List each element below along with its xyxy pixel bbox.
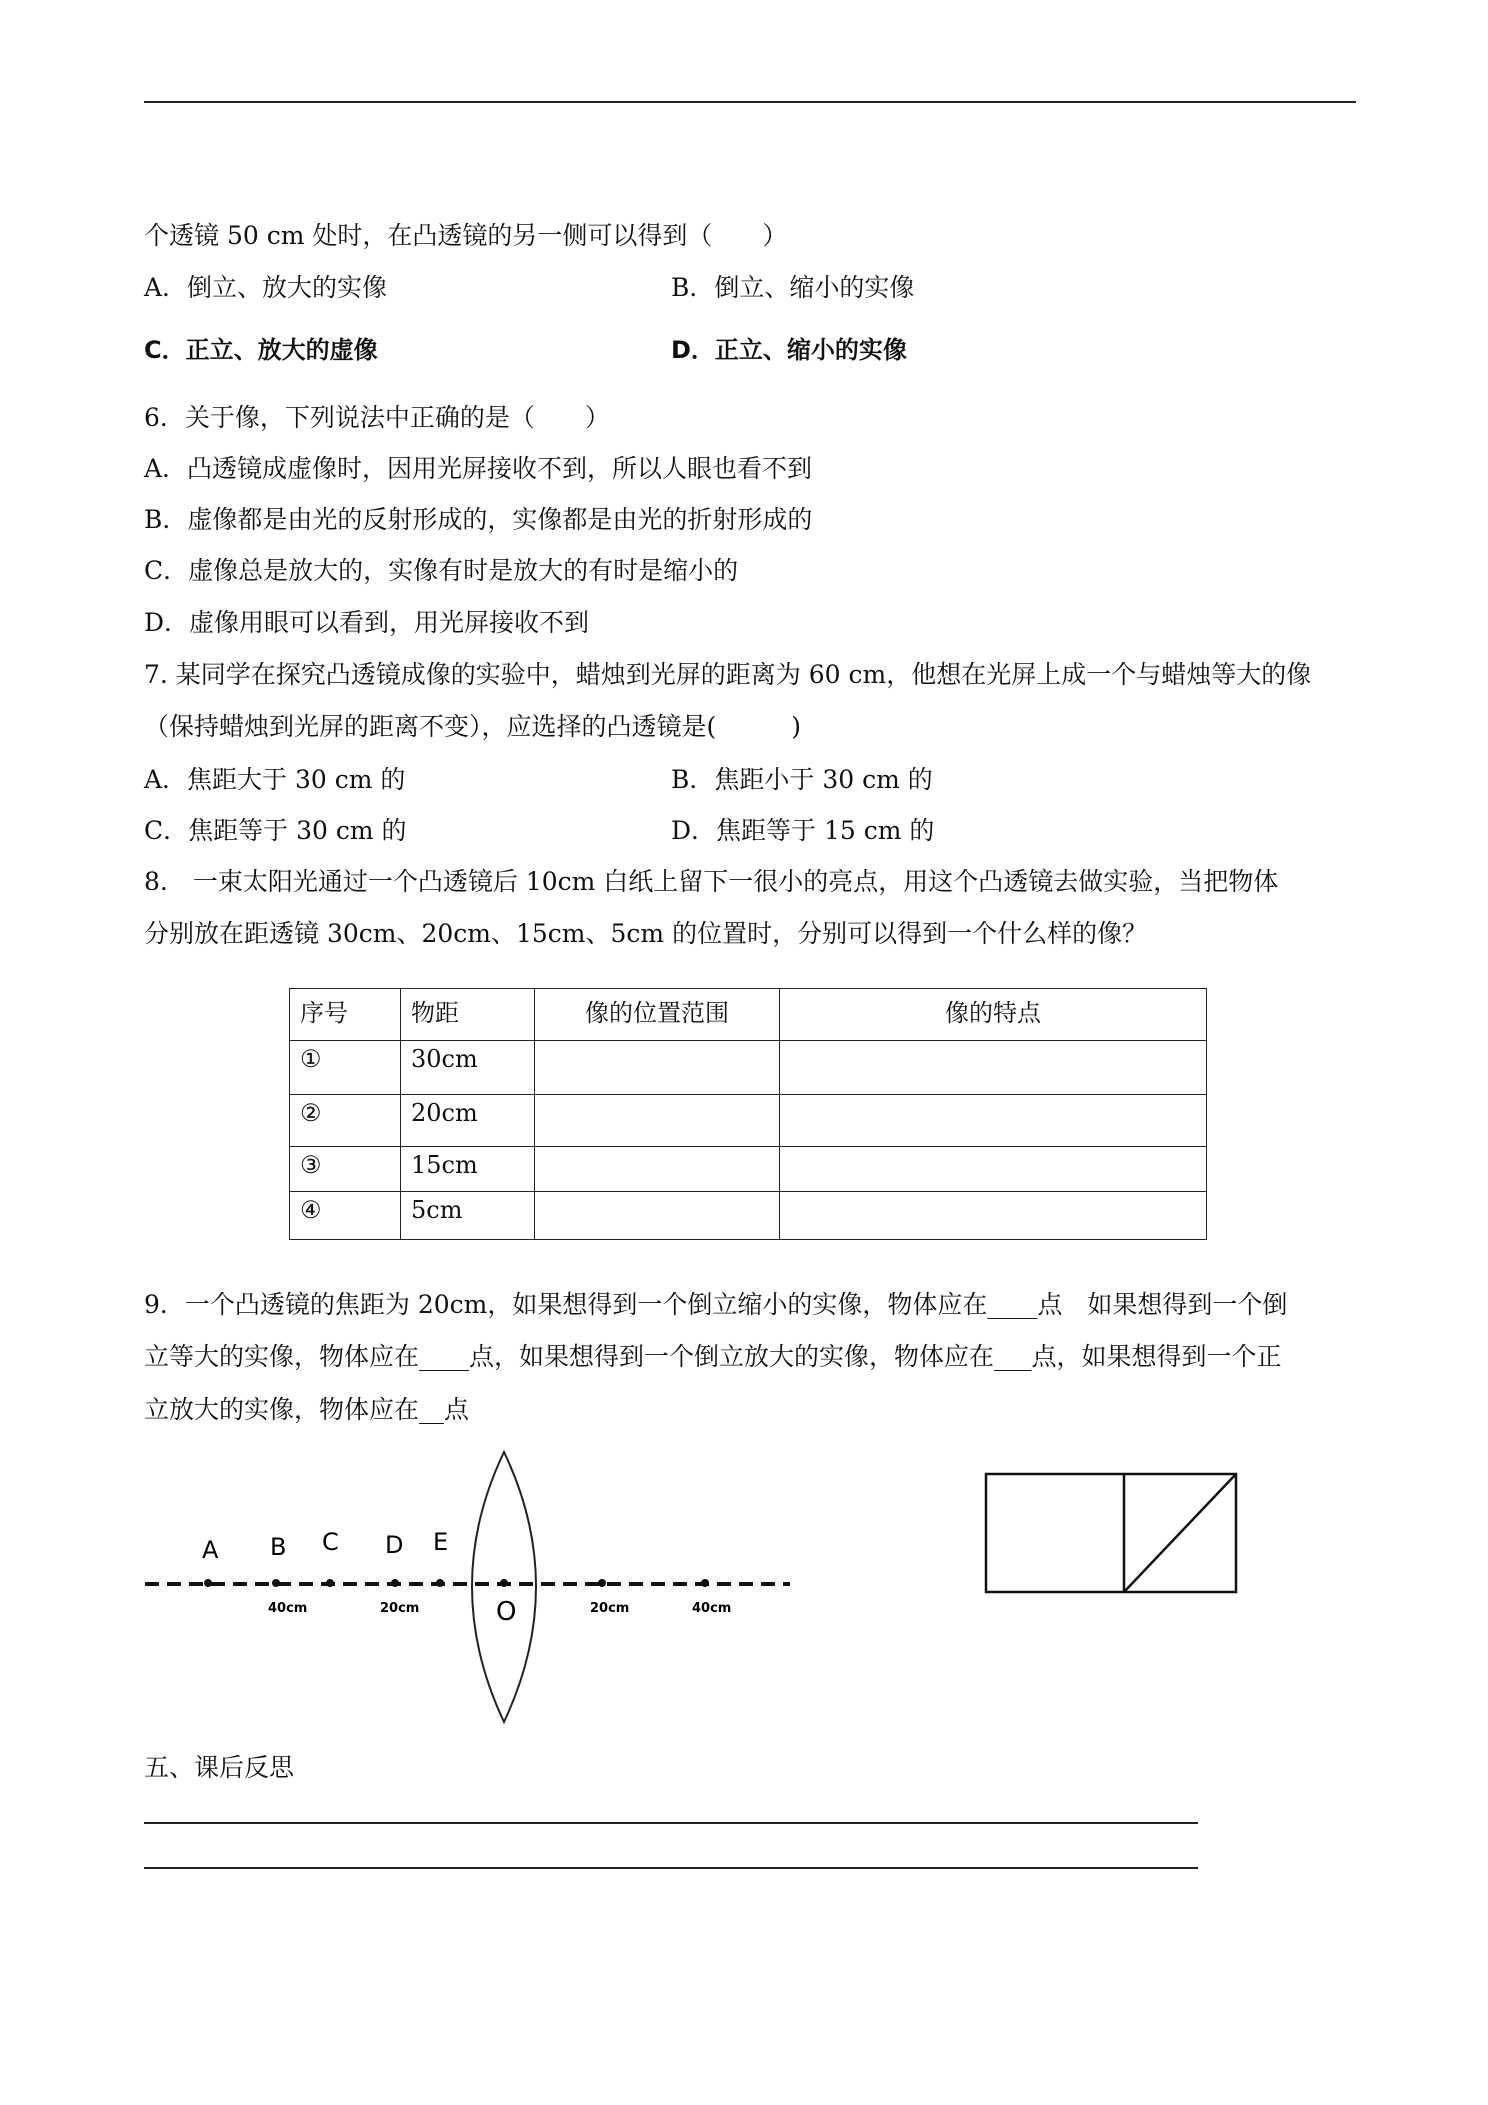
table-header-cell: 物距 bbox=[401, 989, 535, 1041]
q7-option-b: B．焦距小于 30 cm 的 bbox=[671, 765, 933, 794]
q5-option-c: C．正立、放大的虚像 bbox=[144, 336, 378, 364]
table-row bbox=[290, 1147, 1207, 1191]
q5-option-b: B．倒立、缩小的实像 bbox=[671, 273, 915, 302]
point-label-e: E bbox=[433, 1528, 449, 1556]
table-header-cell: 像的特点 bbox=[780, 989, 1207, 1041]
table-cell bbox=[780, 1191, 1207, 1239]
q8-line2: 分别放在距透镜 30cm、20cm、15cm、5cm 的位置时，分别可以得到一个什么样的像？ bbox=[144, 919, 1148, 948]
table-row bbox=[290, 1041, 1207, 1094]
q7-option-c: C．焦距等于 30 cm 的 bbox=[144, 816, 407, 845]
q7-line2: （保持蜡烛到光屏的距离不变），应选择的凸透镜是( ) bbox=[144, 712, 802, 741]
q7-option-d: D．焦距等于 15 cm 的 bbox=[671, 816, 935, 845]
point-dot bbox=[326, 1579, 334, 1587]
q9-line2: 立等大的实像，物体应在____点，如果想得到一个倒立放大的实像，物体应在___点，如果想得到一个正 bbox=[144, 1342, 1282, 1371]
point-label-a: A bbox=[202, 1536, 219, 1564]
point-dot bbox=[436, 1579, 444, 1587]
table-cell: ③ bbox=[290, 1147, 401, 1191]
q7-option-a: A．焦距大于 30 cm 的 bbox=[144, 765, 406, 794]
q5-option-a: A．倒立、放大的实像 bbox=[144, 273, 388, 302]
table-cell: 15cm bbox=[401, 1147, 535, 1191]
q6-option-b: B．虚像都是由光的反射形成的，实像都是由光的折射形成的 bbox=[144, 505, 813, 534]
table-row bbox=[290, 1094, 1207, 1146]
section-title: 五、课后反思 bbox=[144, 1753, 295, 1782]
table-cell: ① bbox=[290, 1041, 401, 1094]
point-label-d: D bbox=[385, 1531, 404, 1559]
table-cell bbox=[535, 1191, 780, 1239]
table-header-cell: 像的位置范围 bbox=[535, 989, 780, 1041]
table-cell: 5cm bbox=[401, 1191, 535, 1239]
q7-line1: 7. 某同学在探究凸透镜成像的实验中，蜡烛到光屏的距离为 60 cm，他想在光屏上成一个与蜡烛等大的像 bbox=[144, 660, 1312, 689]
table-cell: ④ bbox=[290, 1191, 401, 1239]
lens-center-label: O bbox=[496, 1597, 517, 1627]
table-header-cell: 序号 bbox=[290, 989, 401, 1041]
point-dot bbox=[391, 1579, 399, 1587]
point-dot bbox=[204, 1579, 212, 1587]
table-header-row bbox=[290, 989, 1207, 1041]
scale-label: 40cm bbox=[268, 1601, 308, 1616]
point-dot bbox=[701, 1579, 709, 1587]
q8-table bbox=[289, 988, 1207, 1240]
table-cell bbox=[535, 1094, 780, 1146]
table-cell bbox=[535, 1147, 780, 1191]
q6-option-d: D．虚像用眼可以看到，用光屏接收不到 bbox=[144, 608, 590, 637]
box-figure bbox=[984, 1472, 1244, 1598]
point-dot bbox=[500, 1579, 508, 1587]
q9-line1: 9．一个凸透镜的焦距为 20cm，如果想得到一个倒立缩小的实像，物体应在____点 如果想得到一个倒 bbox=[144, 1290, 1288, 1319]
table-cell: ② bbox=[290, 1094, 401, 1146]
q6-stem: 6．关于像，下列说法中正确的是（ ） bbox=[144, 403, 610, 432]
header-rule bbox=[144, 101, 1356, 103]
point-dot bbox=[598, 1579, 606, 1587]
point-label-c: C bbox=[322, 1528, 339, 1556]
q5-option-d: D．正立、缩小的实像 bbox=[671, 336, 907, 364]
q8-line1: 8. 一束太阳光通过一个凸透镜后 10cm 白纸上留下一很小的亮点，用这个凸透镜去做实验，当把物体 bbox=[144, 867, 1279, 896]
point-dot bbox=[272, 1579, 280, 1587]
q6-option-a: A．凸透镜成虚像时，因用光屏接收不到，所以人眼也看不到 bbox=[144, 454, 813, 483]
table-cell bbox=[780, 1094, 1207, 1146]
q6-option-c: C．虚像总是放大的，实像有时是放大的有时是缩小的 bbox=[144, 556, 739, 585]
box-diagonal bbox=[1124, 1474, 1236, 1592]
table-cell: 30cm bbox=[401, 1041, 535, 1094]
table-cell bbox=[780, 1041, 1207, 1094]
scale-label: 20cm bbox=[590, 1601, 630, 1616]
table-row bbox=[290, 1191, 1207, 1239]
scale-label: 20cm bbox=[380, 1601, 420, 1616]
reflection-line[interactable] bbox=[144, 1867, 1198, 1869]
point-label-b: B bbox=[270, 1533, 287, 1561]
table-cell: 20cm bbox=[401, 1094, 535, 1146]
lens-diagram bbox=[140, 1440, 800, 1730]
scale-label: 40cm bbox=[692, 1601, 732, 1616]
q9-line3: 立放大的实像，物体应在__点 bbox=[144, 1395, 470, 1424]
q5-stem-tail: 个透镜 50 cm 处时，在凸透镜的另一侧可以得到（ ） bbox=[144, 221, 788, 250]
table-cell bbox=[780, 1147, 1207, 1191]
box-outline bbox=[986, 1474, 1236, 1592]
table-cell bbox=[535, 1041, 780, 1094]
reflection-line[interactable] bbox=[144, 1822, 1198, 1824]
